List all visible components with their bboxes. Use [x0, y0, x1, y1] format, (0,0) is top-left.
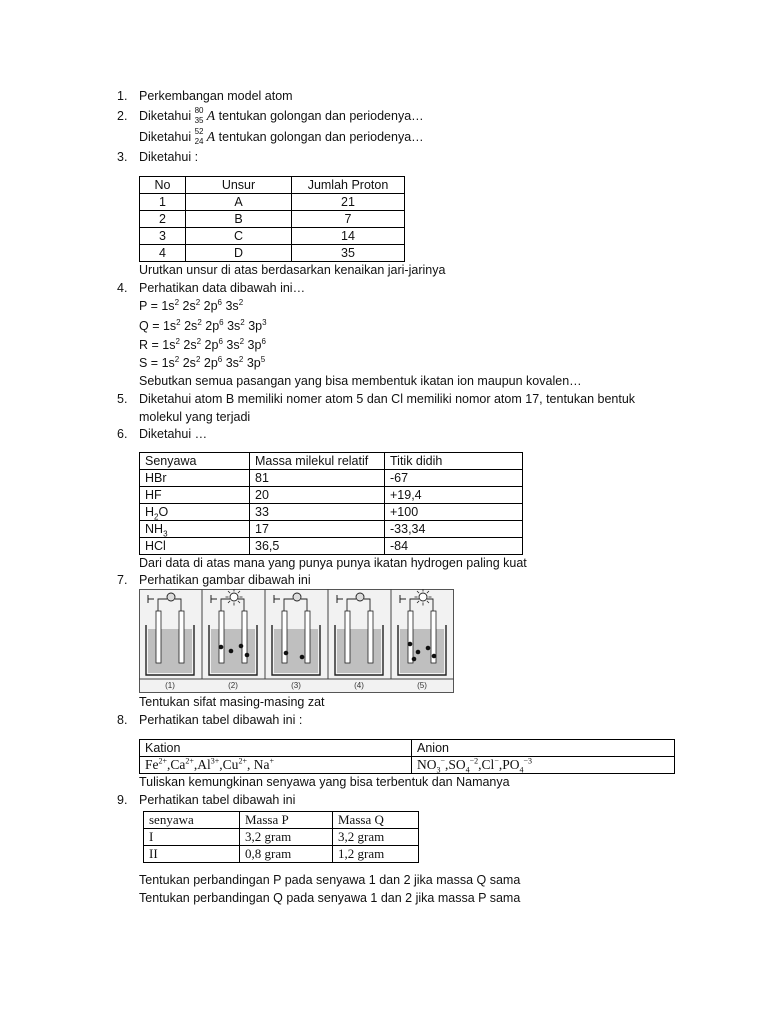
ion-dot	[412, 657, 417, 662]
ion-dot	[408, 642, 413, 647]
table-row: 2 B 7	[140, 211, 405, 228]
panel-label: (1)	[165, 681, 175, 690]
electrode	[179, 611, 184, 663]
element-symbol: A	[206, 109, 216, 124]
panel-label: (5)	[417, 681, 427, 690]
electrode	[305, 611, 310, 663]
question-number: 6.	[117, 427, 128, 441]
electrode	[219, 611, 224, 663]
electrode	[156, 611, 161, 663]
bulb-icon	[356, 593, 364, 601]
isotope-notation: 80 35	[194, 105, 204, 125]
boiling-point-table	[139, 452, 523, 555]
solution-liquid	[148, 629, 192, 673]
table-row: I 3,2 gram 3,2 gram	[144, 829, 419, 846]
question-text: tentukan golongan dan periodenya…	[215, 130, 424, 144]
ion-dot	[432, 654, 437, 659]
table-header-row: Senyawa Massa milekul relatif Titik didih	[140, 453, 523, 470]
question-text: Diketahui atom B memiliki nomer atom 5 dan Cl memiliki nomor atom 17, tentukan bentuk	[139, 392, 636, 406]
instruction-text: Urutkan unsur di atas berdasarkan kenaikan jari-jarinya	[139, 263, 446, 277]
table-row: $NH_3$ 17 -33,34	[140, 521, 523, 538]
instruction-text: Sebutkan semua pasangan yang bisa membentuk ikatan ion maupun kovalen…	[139, 374, 582, 388]
question-number: 4.	[117, 281, 128, 295]
solution-liquid	[337, 629, 381, 673]
isotope-notation: 52 24	[194, 126, 204, 146]
table-header-row: senyawa Massa P Massa Q	[144, 812, 419, 829]
table-row: HBr 81 -67	[140, 470, 523, 487]
panel-label: (2)	[228, 681, 238, 690]
instruction-text: Tentukan perbandingan Q pada senyawa 1 dan 2 jika massa P sama	[139, 891, 521, 905]
table-row: 1 A 21	[140, 194, 405, 211]
instruction-text: Tentukan perbandingan P pada senyawa 1 dan 2 jika massa Q sama	[139, 873, 521, 887]
bulb-icon	[293, 593, 301, 601]
table-row	[140, 757, 675, 774]
electrode	[345, 611, 350, 663]
question-number: 2.	[117, 109, 128, 123]
question-text: Diketahui :	[139, 150, 199, 164]
element-symbol: A	[206, 130, 216, 145]
question-text: Perhatikan data dibawah ini…	[139, 281, 306, 295]
question-text: Diketahui	[139, 109, 192, 123]
ion-dot	[416, 650, 421, 655]
question-text: Diketahui …	[139, 427, 208, 441]
panel-label: (3)	[291, 681, 301, 690]
panel-label: (4)	[354, 681, 364, 690]
question-text: Perhatikan tabel dibawah ini	[139, 793, 296, 807]
question-text: Perkembangan model atom	[139, 89, 293, 103]
table-header-row: No Unsur Jumlah Proton	[140, 177, 405, 194]
instruction-text: Dari data di atas mana yang punya punya ikatan hydrogen paling kuat	[139, 556, 527, 570]
question-text: molekul yang terjadi	[139, 410, 251, 424]
ion-dot	[245, 653, 250, 658]
question-number: 5.	[117, 392, 128, 406]
table-row: II 0,8 gram 1,2 gram	[144, 846, 419, 863]
mass-table	[143, 811, 419, 863]
bulb-icon	[167, 593, 175, 601]
proton-table	[139, 176, 405, 262]
electrode	[368, 611, 373, 663]
ion-dot	[300, 655, 305, 660]
ion-dot	[426, 646, 431, 651]
question-number: 8.	[117, 713, 128, 727]
question-text: Perhatikan tabel dibawah ini :	[139, 713, 303, 727]
table-row: 3 C 14	[140, 228, 405, 245]
electron-config-p: $P = 1s^2$ $2s^2$ $2p^6$ $3s^2$	[139, 297, 244, 313]
bulb-icon	[230, 593, 238, 601]
anion-list: $NO_3^-,SO_4^{-2},Cl^-,PO_4^{-3}$	[412, 757, 675, 774]
electrolyte-conductivity-figure	[139, 589, 454, 693]
question-text: tentukan golongan dan periodenya…	[215, 109, 424, 123]
formula-nh3: $NH_3$	[140, 521, 250, 538]
solution-liquid	[274, 629, 318, 673]
ion-dot	[239, 644, 244, 649]
ion-dot	[229, 649, 234, 654]
question-number: 9.	[117, 793, 128, 807]
table-row: HCl 36,5 -84	[140, 538, 523, 555]
question-number: 1.	[117, 89, 128, 103]
ion-dot	[219, 645, 224, 650]
table-header-row: Kation Anion	[140, 740, 675, 757]
bulb-icon	[419, 593, 427, 601]
question-number: 7.	[117, 573, 128, 587]
electrode	[408, 611, 413, 663]
instruction-text: Tuliskan kemungkinan senyawa yang bisa terbentuk dan Namanya	[139, 775, 510, 789]
table-row: HF 20 +19,4	[140, 487, 523, 504]
ion-table	[139, 739, 675, 774]
question-text: Diketahui	[139, 130, 192, 144]
formula-h2o: $H_2O$	[140, 504, 250, 521]
table-row: $H_2O$ 33 +100	[140, 504, 523, 521]
electron-config-r: $R = 1s^2$ $2s^2$ $2p^6$ $3s^2$ $3p^6$	[139, 336, 266, 352]
electron-config-q: $Q = 1s^2$ $2s^2$ $2p^6$ $3s^2$ $3p^3$	[139, 317, 267, 333]
instruction-text: Tentukan sifat masing-masing zat	[139, 695, 325, 709]
ion-dot	[284, 651, 289, 656]
question-text: Perhatikan gambar dibawah ini	[139, 573, 311, 587]
kation-list: $Fe^{2+},Ca^{2+},Al^{3+},Cu^{2+}$, Na+	[140, 757, 412, 774]
solution-liquid	[400, 629, 444, 673]
electron-config-s: $S = 1s^2$ $2s^2$ $2p^6$ $3s^2$ $3p^5$	[139, 354, 266, 370]
table-row: 4 D 35	[140, 245, 405, 262]
question-number: 3.	[117, 150, 128, 164]
